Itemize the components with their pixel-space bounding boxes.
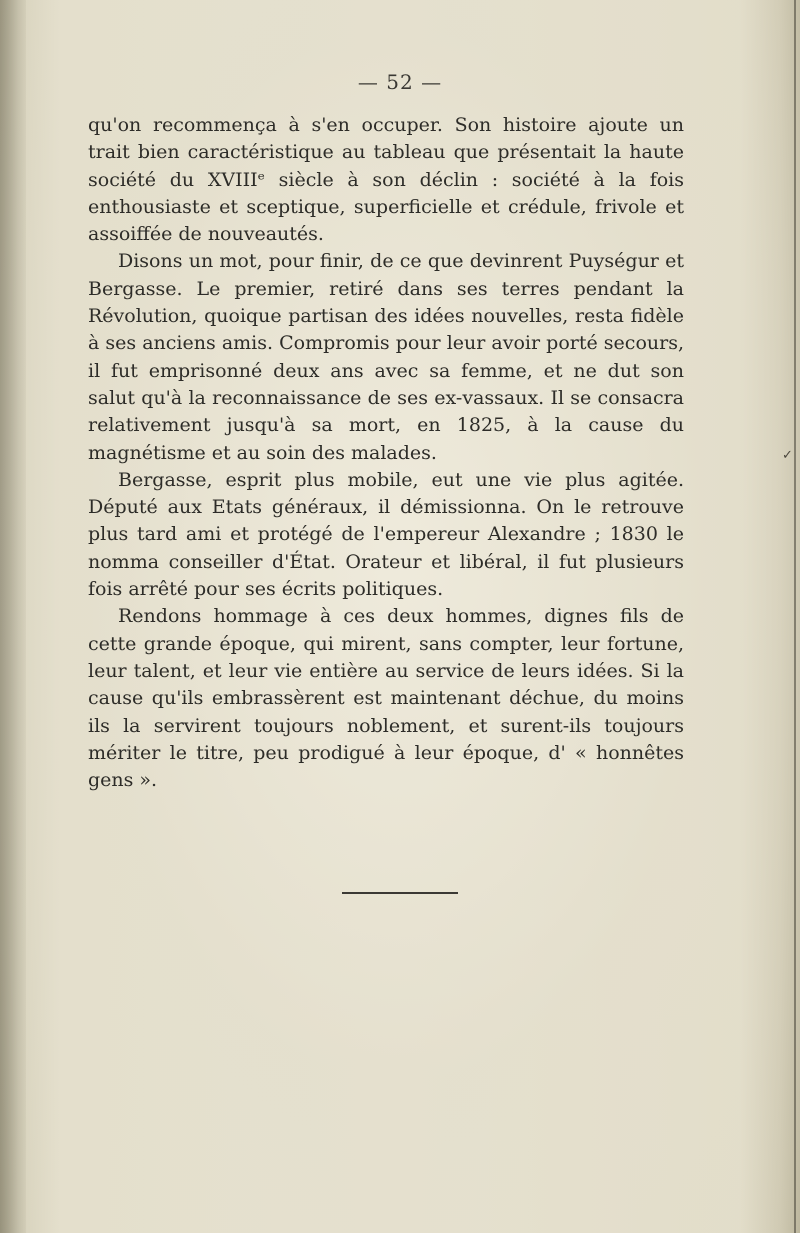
page-gutter-shadow bbox=[0, 0, 26, 1233]
paragraph-4: Rendons hommage à ces deux hommes, dignes fils de cette grande époque, qui mirent, sans compter, leur fortune, leur talent, et leur vie entière au service de leurs idées. Si la cause qu'ils embrassèrent est maintenant déchue, du moins ils la servirent toujours noblement, et surent-ils toujours mériter le titre, peu prodigué à leur époque, d' « honnêtes gens ». bbox=[88, 605, 684, 792]
paragraph-1: qu'on recommença à s'en occuper. Son histoire ajoute un trait bien caractéristique au tableau que présentait la haute société du XVIIIᵉ siècle à son déclin : société à la fois enthousiaste et sceptique, superficielle et crédule, frivole et assoiffée de nouveautés. bbox=[88, 114, 684, 246]
margin-pencil-mark: ✓ bbox=[782, 448, 793, 463]
paragraph-2: Disons un mot, pour finir, de ce que devinrent Puységur et Bergasse. Le premier, retiré dans ses terres pendant la Révolution, quoique partisan des idées nouvelles, resta fidèle à ses anciens amis. Compromis pour leur avoir porté secours, il fut emprisonné deux ans avec sa femme, et ne dut son salut qu'à la reconnaissance de ses ex-vassaux. Il se consacra relativement jusqu'à sa mort, en 1825, à la cause du magnétisme et au soin des malades. bbox=[88, 250, 684, 464]
paragraph-3: Bergasse, esprit plus mobile, eut une vie plus agitée. Député aux Etats généraux, il démissionna. On le retrouve plus tard ami et protégé de l'empereur Alexandre ; 1830 le nomma conseiller d'État. Orateur et libéral, il fut plusieurs fois arrêté pour ses écrits politiques. bbox=[88, 468, 684, 601]
page-edge-line bbox=[794, 0, 796, 1233]
end-rule bbox=[342, 892, 458, 894]
body-text bbox=[88, 112, 684, 794]
page-number: — 52 — bbox=[357, 70, 443, 94]
